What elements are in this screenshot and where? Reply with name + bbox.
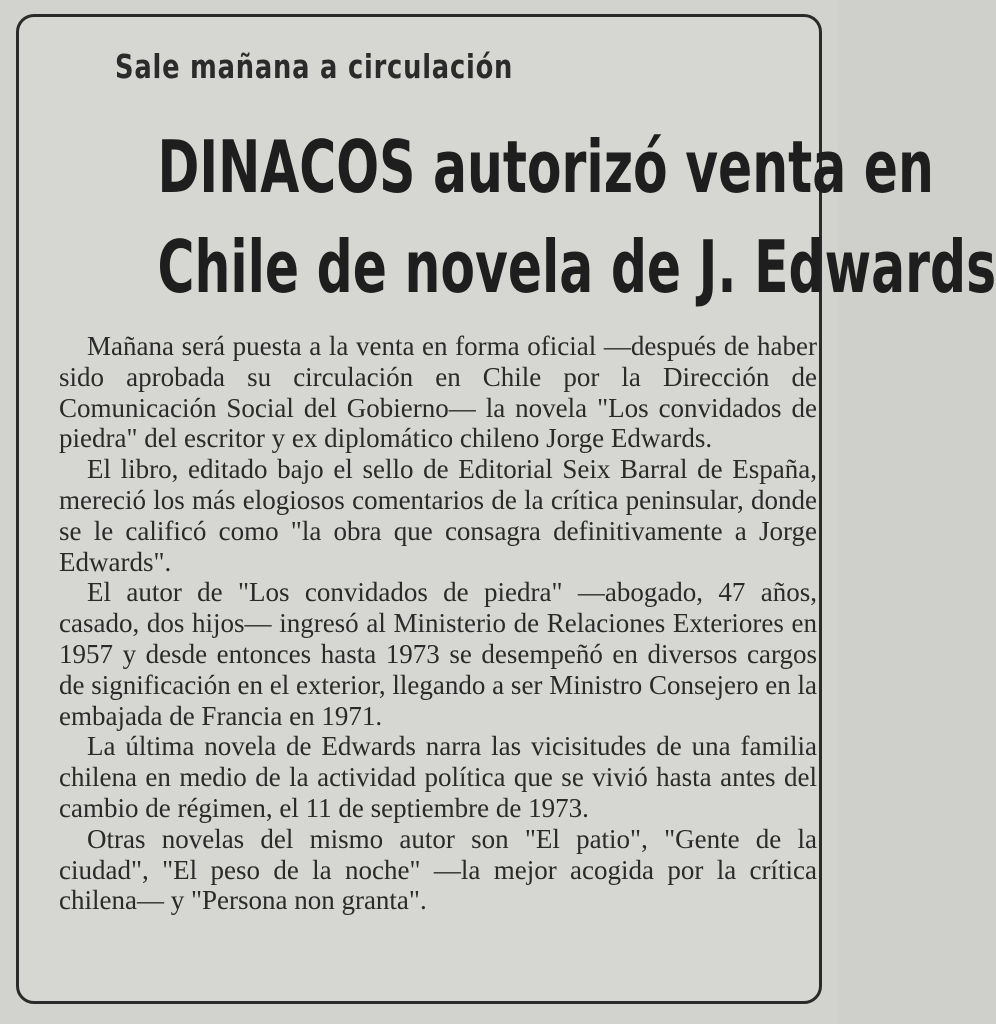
- headline-line-1: DINACOS autorizó venta en: [157, 125, 934, 209]
- paragraph: El autor de "Los convidados de piedra" —abogado, 47 años, casado, dos hijos— ingresó al Ministerio de Relaciones Exteriores en 1957 y desde entonces hasta 1973 se desempeñó en diversos cargos de significación en el exterior, llegando a ser Ministro Consejero en la embajada de Francia en 1971.: [59, 577, 817, 731]
- paragraph: La última novela de Edwards narra las vicisitudes de una familia chilena en medio de la actividad política que se vivió hasta antes del cambio de régimen, el 11 de septiembre de 1973.: [59, 731, 817, 823]
- article-body: [59, 331, 817, 916]
- paragraph: Mañana será puesta a la venta en forma oficial —después de haber sido aprobada su circulación en Chile por la Dirección de Comunicación Social del Gobierno— la novela "Los convidados de piedra" del escritor y ex diplomático chileno Jorge Edwards.: [59, 331, 817, 454]
- newspaper-clipping: [16, 14, 996, 1004]
- paragraph: Otras novelas del mismo autor son "El patio", "Gente de la ciudad", "El peso de la noche" —la mejor acogida por la crítica chilena— y "Persona non granta".: [59, 823, 817, 916]
- headline-line-2: Chile de novela de J. Edwards: [157, 225, 996, 309]
- headline: [39, 117, 996, 317]
- kicker: Sale mañana a circulación: [115, 47, 514, 86]
- paragraph: El libro, editado bajo el sello de Editorial Seix Barral de España, mereció los más elogiosos comentarios de la crítica peninsular, donde se le calificó como "la obra que consagra definitivamente a Jorge Edwards".: [59, 454, 817, 577]
